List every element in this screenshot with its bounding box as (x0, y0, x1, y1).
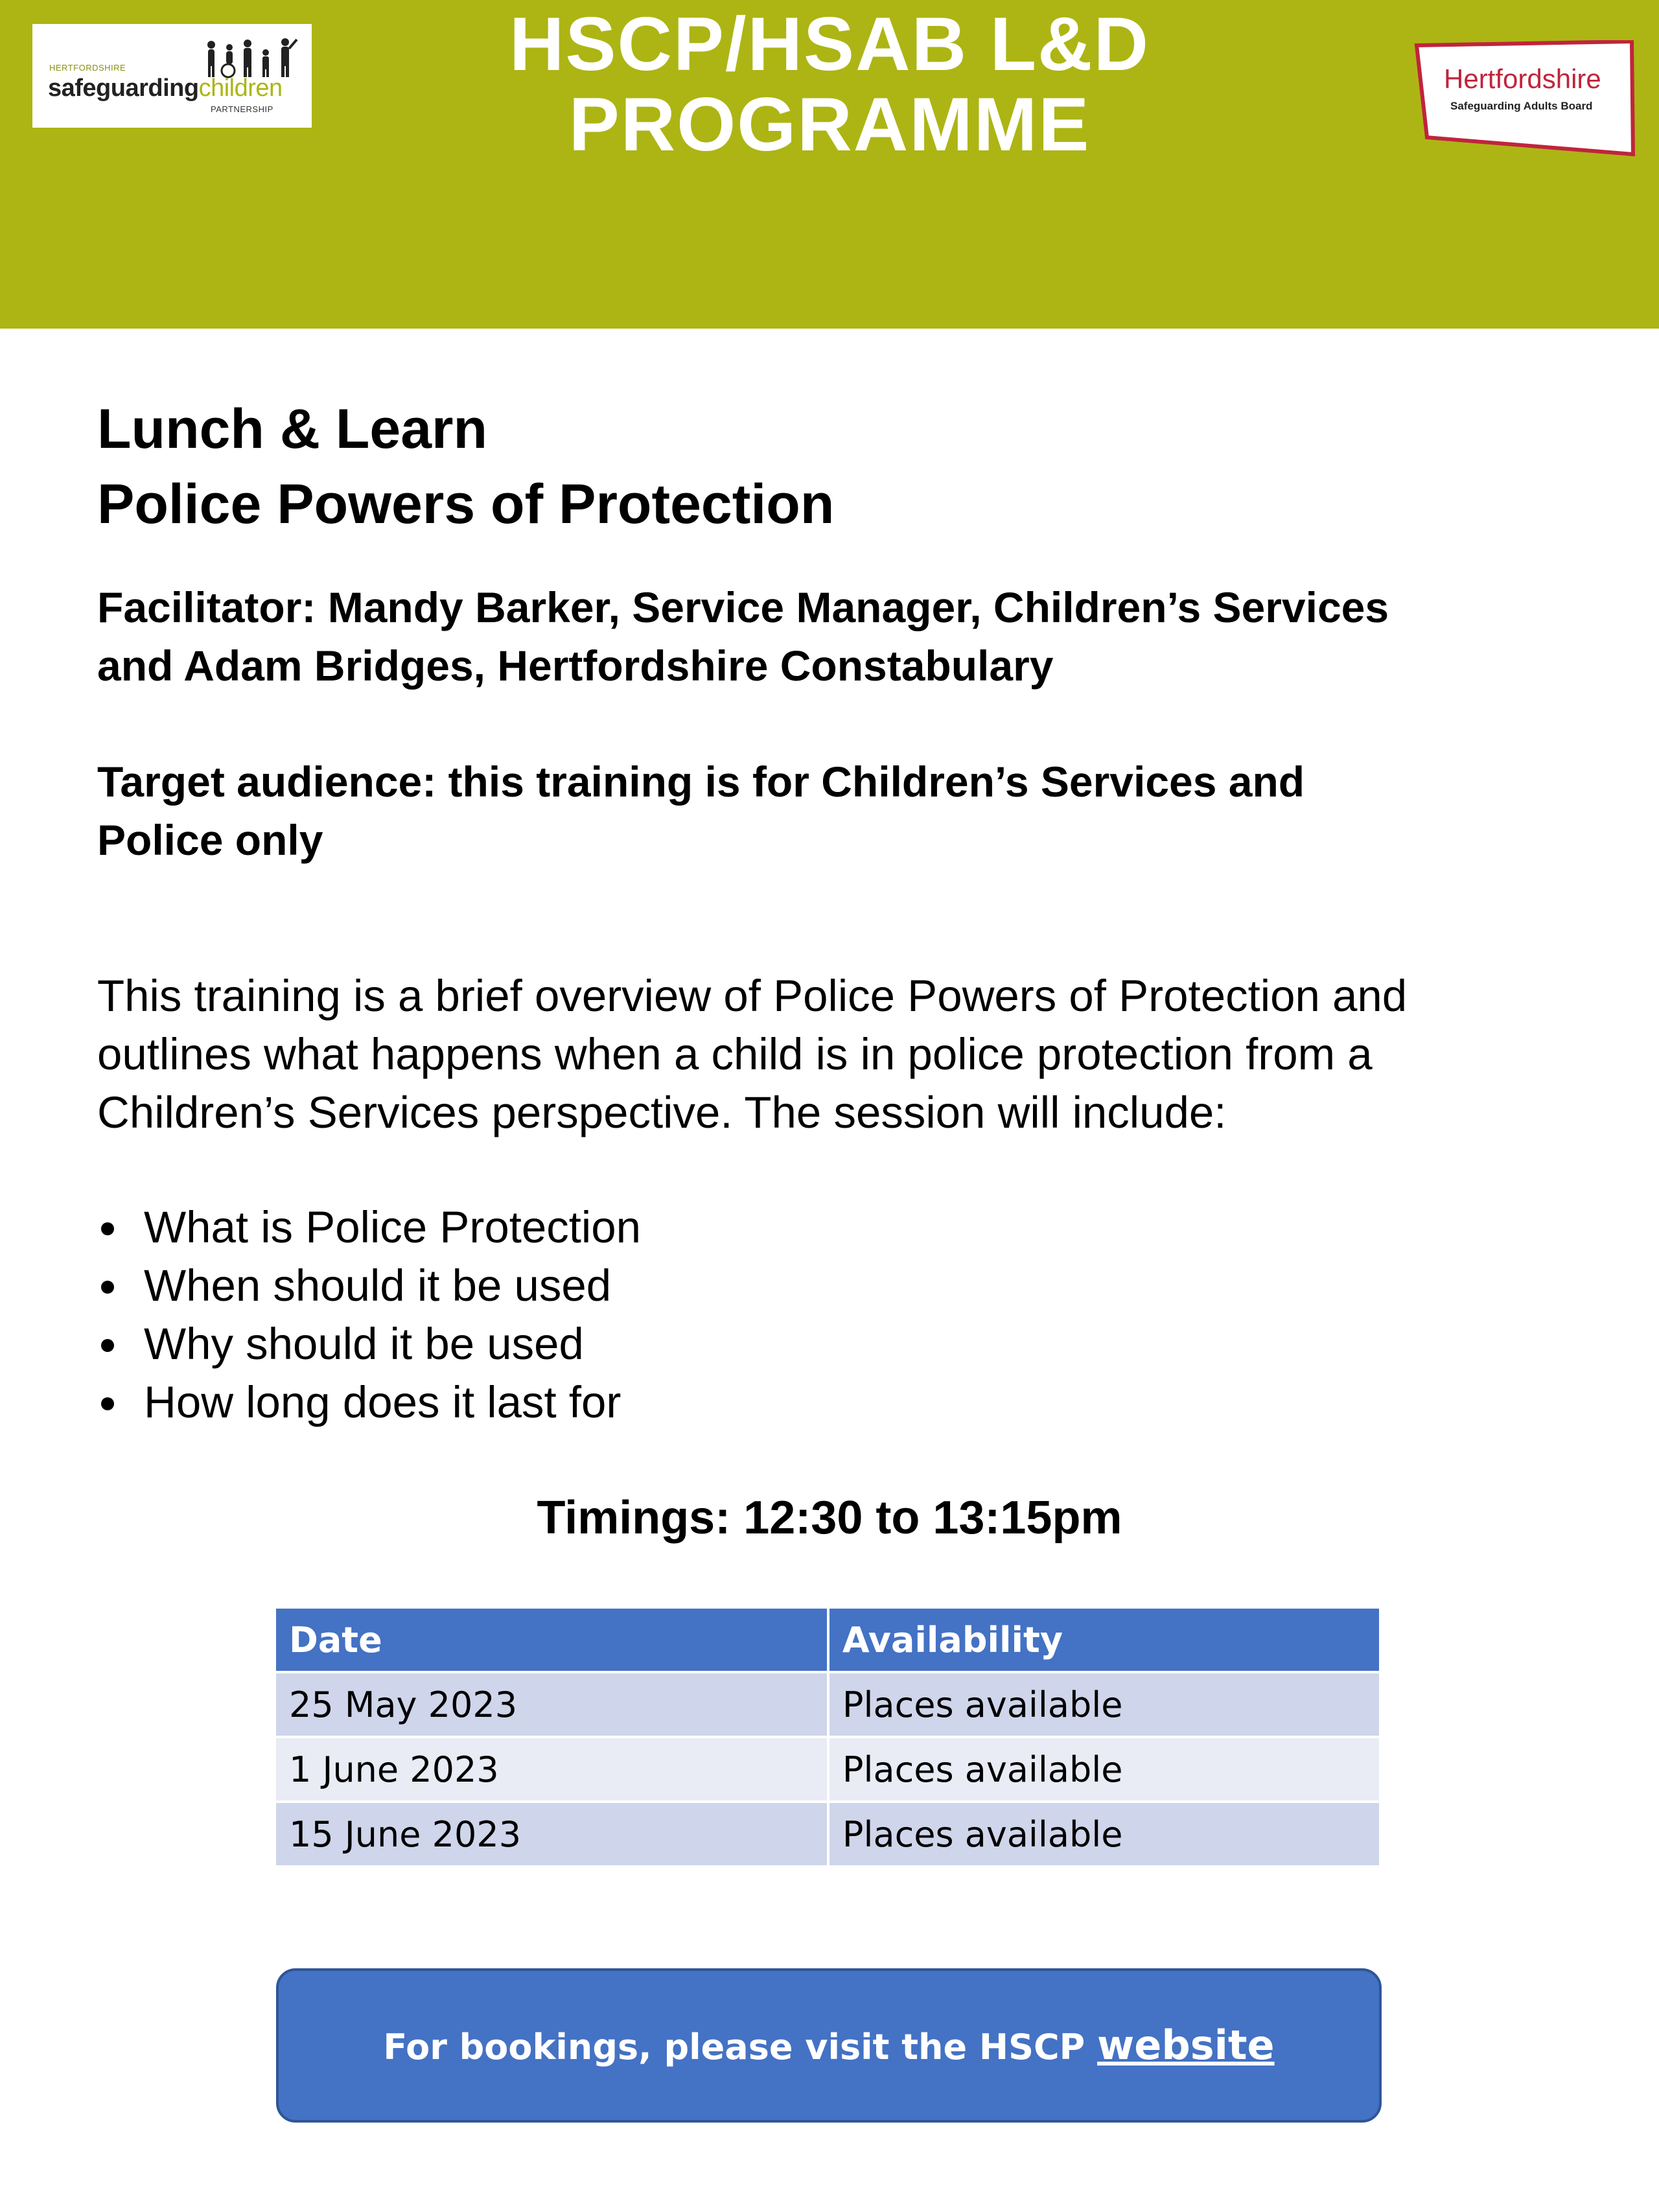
programme-title (363, 1, 1296, 167)
bullet-icon (101, 1222, 114, 1235)
list-item-text: What is Police Protection (144, 1202, 641, 1252)
website-link[interactable]: website (1097, 2021, 1275, 2069)
intro-line2: outlines what happens when a child is in police protection from a (97, 1029, 1373, 1079)
table-header-row (276, 1609, 1380, 1672)
list-item-text: Why should it be used (144, 1319, 584, 1369)
timings-text: Timings: 12:30 to 13:15pm (537, 1492, 1122, 1544)
hsab-logo-name: Hertfordshire (1444, 64, 1601, 94)
table-row (276, 1672, 1380, 1737)
audience-line1: Target audience: this training is for Children’s Services and (97, 758, 1305, 806)
table-row (276, 1802, 1380, 1867)
availability-cell: Places available (828, 1737, 1380, 1802)
page-title-line2: Police Powers of Protection (97, 473, 835, 535)
column-header-date: Date (276, 1609, 828, 1672)
intro-line1: This training is a brief overview of Police Powers of Protection and (97, 971, 1408, 1021)
booking-banner (276, 1968, 1382, 2123)
date-cell: 1 June 2023 (276, 1737, 828, 1802)
people-silhouettes-icon (202, 38, 299, 78)
hsab-logo-sub: Safeguarding Adults Board (1450, 100, 1593, 112)
dates-table (276, 1609, 1382, 1868)
bullet-icon (101, 1339, 114, 1352)
list-item (97, 1373, 641, 1432)
list-item (97, 1315, 641, 1373)
logo-partner-text: PARTNERSHIP (211, 104, 273, 114)
logo-small-text: HERTFORDSHIRE (49, 63, 126, 73)
availability-cell: Places available (828, 1802, 1380, 1867)
hsab-logo (1414, 40, 1636, 158)
column-header-availability: Availability (828, 1609, 1380, 1672)
facilitator-text (97, 578, 1588, 695)
list-item (97, 1257, 641, 1315)
session-topics-list (97, 1198, 641, 1432)
intro-paragraph (97, 967, 1407, 1142)
list-item-text: When should it be used (144, 1261, 612, 1310)
bullet-icon (101, 1281, 114, 1294)
page-title (97, 391, 834, 542)
availability-cell: Places available (828, 1672, 1380, 1737)
programme-title-line1: HSCP/HSAB L&D (509, 1, 1150, 86)
table-row (276, 1737, 1380, 1802)
target-audience-text (97, 752, 1305, 869)
hsab-logo-shape (1414, 40, 1636, 158)
bullet-icon (101, 1397, 114, 1410)
hscp-logo (32, 24, 312, 128)
header-banner (0, 0, 1659, 329)
facilitator-line1: Facilitator: Mandy Barker, Service Manager, Children’s Services (97, 583, 1389, 631)
logo-brand-text (48, 75, 283, 102)
logo-brand-part2: children (198, 75, 283, 102)
date-cell: 15 June 2023 (276, 1802, 828, 1867)
intro-line3: Children’s Services perspective. The session will include: (97, 1088, 1227, 1137)
logo-brand-part1: safeguarding (48, 75, 199, 102)
booking-text: For bookings, please visit the HSCP (383, 2027, 1098, 2067)
list-item-text: How long does it last for (144, 1377, 621, 1427)
date-cell: 25 May 2023 (276, 1672, 828, 1737)
page-title-line1: Lunch & Learn (97, 398, 488, 460)
programme-title-line2: PROGRAMME (568, 82, 1091, 167)
audience-line2: Police only (97, 816, 323, 864)
facilitator-line2: and Adam Bridges, Hertfordshire Constabulary (97, 642, 1054, 690)
list-item (97, 1198, 641, 1257)
